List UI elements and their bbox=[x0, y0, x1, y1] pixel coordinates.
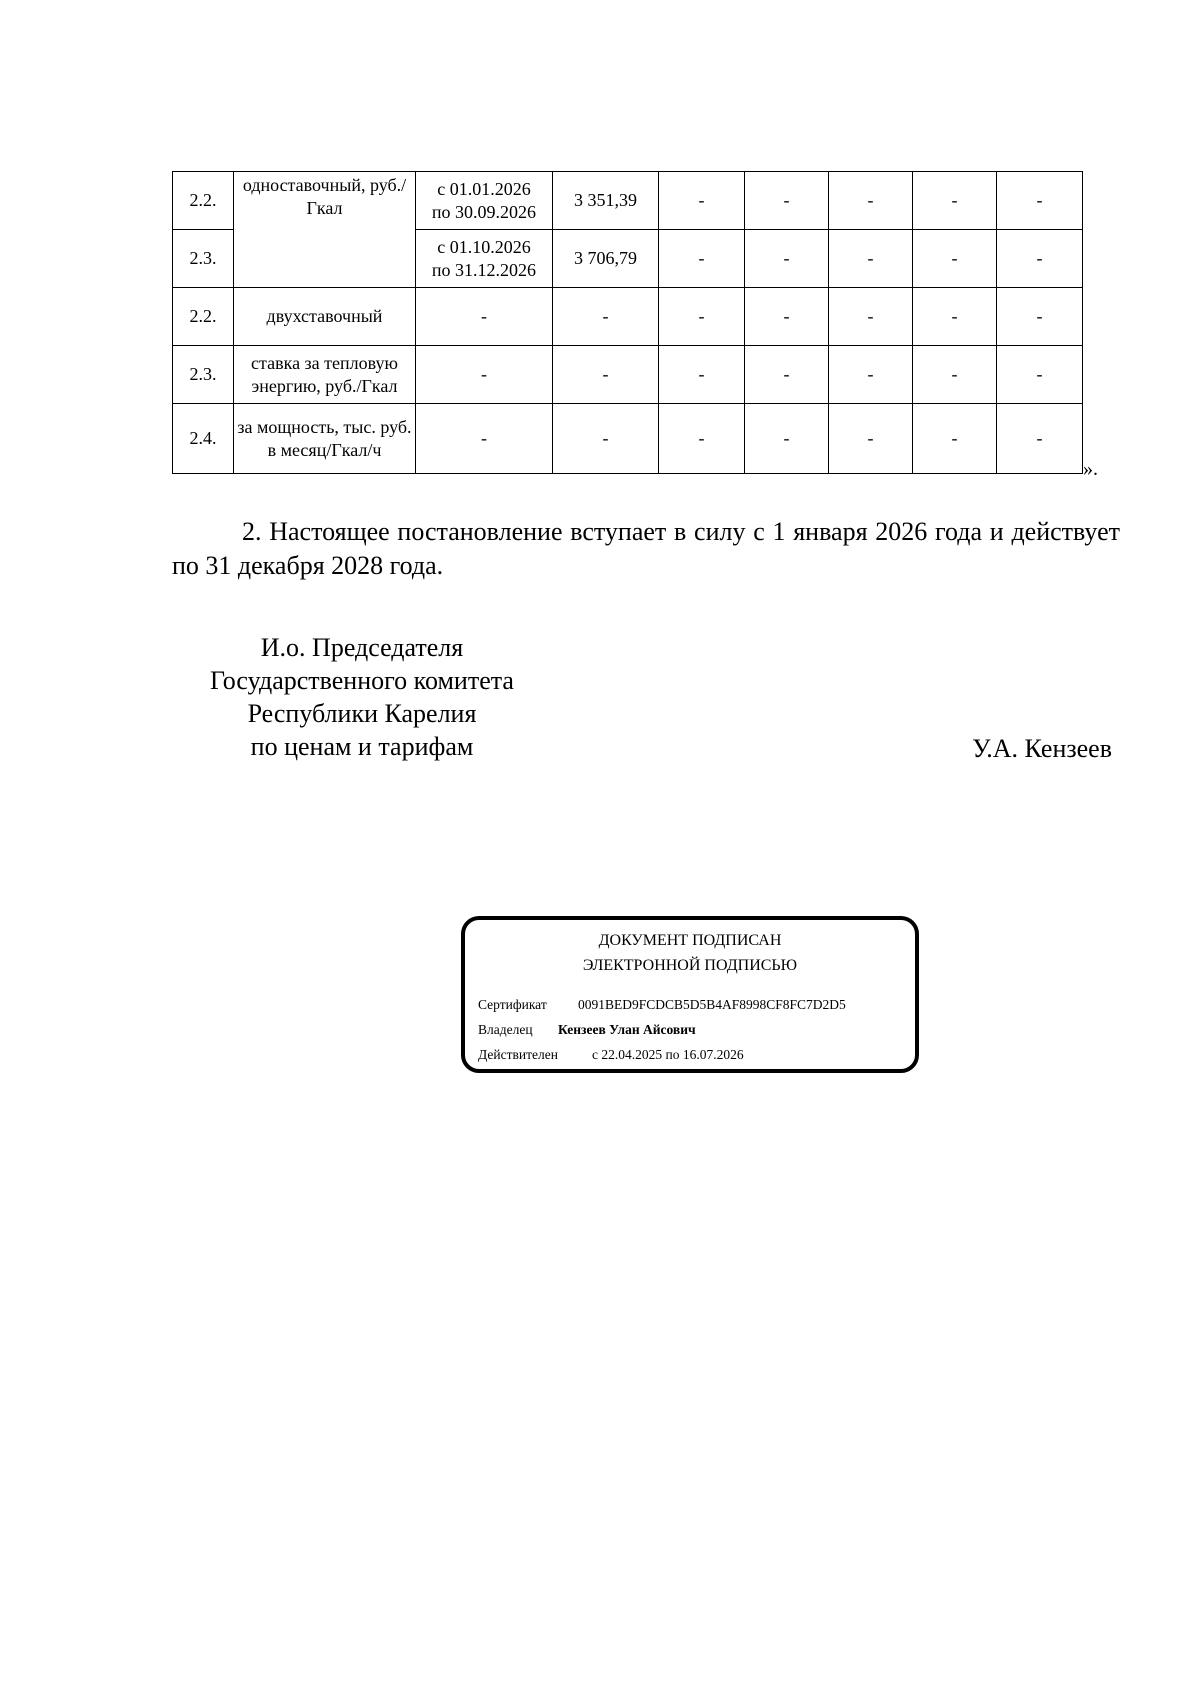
effective-date-paragraph: 2. Настоящее постановление вступает в силу с 1 января 2026 года и действует по 31 декабря 2028 года. bbox=[172, 517, 1120, 580]
period-start: с 01.01.2026 bbox=[437, 178, 531, 199]
period-cell: - bbox=[416, 288, 553, 346]
period-cell: - bbox=[416, 404, 553, 474]
signatory-title-line: Государственного комитета bbox=[210, 666, 514, 695]
tariff-name: ставка за тепловую энергию, руб./Гкал bbox=[234, 346, 416, 404]
stamp-heading-line: ЭЛЕКТРОННОЙ ПОДПИСЬЮ bbox=[582, 957, 798, 974]
dash-cell: - bbox=[829, 404, 913, 474]
period-cell: - bbox=[416, 346, 553, 404]
period-end: по 30.09.2026 bbox=[431, 201, 537, 222]
dash-cell: - bbox=[997, 288, 1083, 346]
owner-value: Кензеев Улан Айсович bbox=[558, 1022, 696, 1037]
signatory-title-line: по ценам и тарифам bbox=[250, 732, 474, 761]
tariff-name: одноставочный, руб./Гкал bbox=[234, 172, 416, 288]
table-row bbox=[173, 288, 1083, 346]
tariff-value: 3 706,79 bbox=[553, 230, 659, 288]
table-row bbox=[173, 346, 1083, 404]
dash-cell: - bbox=[659, 404, 745, 474]
row-number: 2.3. bbox=[173, 346, 234, 404]
signatory-title-line: И.о. Председателя bbox=[260, 633, 464, 662]
dash-cell: - bbox=[829, 288, 913, 346]
tariff-value: 3 351,39 bbox=[553, 172, 659, 230]
owner-label: Владелец bbox=[478, 1022, 533, 1037]
row-number: 2.4. bbox=[173, 404, 234, 474]
certificate-label: Сертификат bbox=[478, 997, 547, 1012]
stamp-heading bbox=[465, 928, 915, 978]
certificate-value: 0091BED9FCDCB5D5B4AF8998CF8FC7D2D5 bbox=[578, 997, 846, 1012]
dash-cell: - bbox=[745, 230, 829, 288]
dash-cell: - bbox=[913, 230, 997, 288]
dash-cell: - bbox=[913, 404, 997, 474]
tariff-value: - bbox=[553, 404, 659, 474]
tariff-value: - bbox=[553, 288, 659, 346]
dash-cell: - bbox=[829, 172, 913, 230]
dash-cell: - bbox=[829, 346, 913, 404]
period-cell bbox=[416, 230, 553, 288]
row-number: 2.2. bbox=[173, 172, 234, 230]
signatory-name: У.А. Кензеев bbox=[972, 734, 1112, 763]
dash-cell: - bbox=[659, 230, 745, 288]
dash-cell: - bbox=[659, 288, 745, 346]
row-number: 2.2. bbox=[173, 288, 234, 346]
dash-cell: - bbox=[997, 172, 1083, 230]
tariff-name: за мощность, тыс. руб. в месяц/Гкал/ч bbox=[234, 404, 416, 474]
table-row bbox=[173, 172, 1083, 230]
table-row bbox=[173, 404, 1083, 474]
period-cell bbox=[416, 172, 553, 230]
dash-cell: - bbox=[997, 404, 1083, 474]
dash-cell: - bbox=[997, 230, 1083, 288]
certificate-row bbox=[478, 996, 846, 1014]
period-end: по 31.12.2026 bbox=[431, 259, 537, 280]
stamp-heading-line: ДОКУМЕНТ ПОДПИСАН bbox=[598, 932, 782, 949]
dash-cell: - bbox=[745, 172, 829, 230]
dash-cell: - bbox=[659, 346, 745, 404]
validity-row bbox=[478, 1046, 744, 1064]
row-number: 2.3. bbox=[173, 230, 234, 288]
period-start: с 01.10.2026 bbox=[437, 236, 531, 257]
closing-quote-mark: ». bbox=[1083, 458, 1098, 480]
tariff-value: - bbox=[553, 346, 659, 404]
signatory-title bbox=[172, 631, 552, 763]
owner-row bbox=[478, 1021, 696, 1039]
dash-cell: - bbox=[745, 404, 829, 474]
dash-cell: - bbox=[913, 288, 997, 346]
tariff-name: двухставочный bbox=[234, 288, 416, 346]
dash-cell: - bbox=[659, 172, 745, 230]
dash-cell: - bbox=[745, 288, 829, 346]
validity-value: с 22.04.2025 по 16.07.2026 bbox=[592, 1047, 744, 1062]
dash-cell: - bbox=[745, 346, 829, 404]
dash-cell: - bbox=[913, 172, 997, 230]
dash-cell: - bbox=[997, 346, 1083, 404]
dash-cell: - bbox=[829, 230, 913, 288]
validity-label: Действителен bbox=[478, 1047, 558, 1062]
e-signature-stamp bbox=[461, 916, 919, 1073]
dash-cell: - bbox=[913, 346, 997, 404]
signatory-title-line: Республики Карелия bbox=[247, 699, 477, 728]
tariff-table bbox=[172, 171, 1083, 474]
